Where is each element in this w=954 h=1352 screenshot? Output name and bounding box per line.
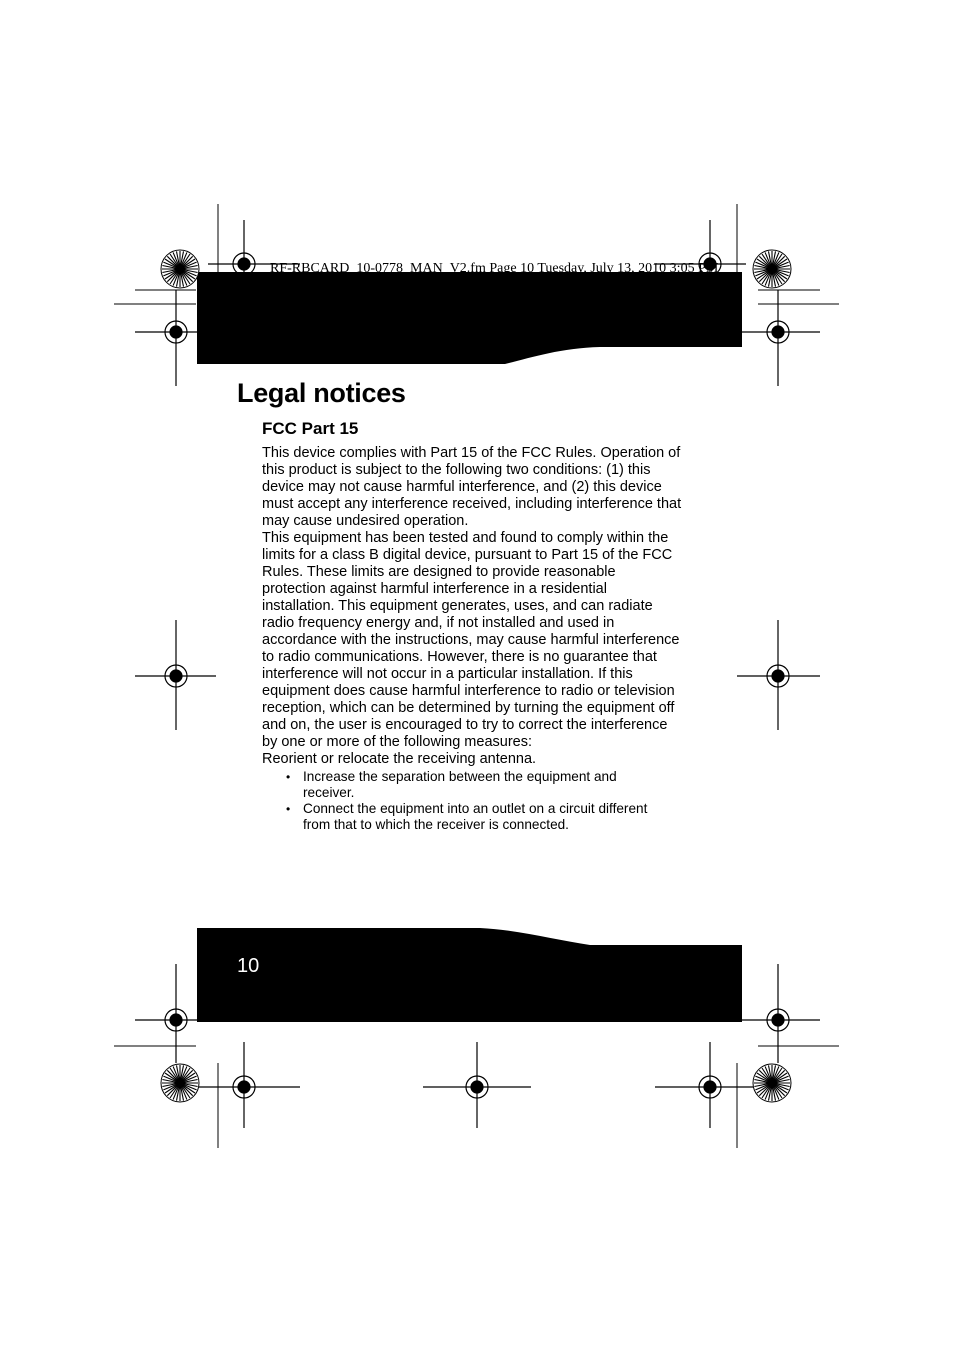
section-title: FCC Part 15 bbox=[262, 419, 359, 438]
list-item-text: Increase the separation between the equipment and receiver. bbox=[303, 769, 617, 800]
measures-list bbox=[262, 769, 682, 833]
paragraph-3: Reorient or relocate the receiving antenna. bbox=[262, 751, 537, 767]
page-title: Legal notices bbox=[237, 378, 406, 408]
print-slug-line: RF-RBCARD_10-0778_MAN_V2.fm Page 10 Tuesday, July 13, 2010 3:05 PM bbox=[270, 261, 719, 276]
list-item-text: Connect the equipment into an outlet on a circuit different from that to which the receiver is connected. bbox=[303, 801, 648, 832]
star-wheel-bottom-left bbox=[161, 1064, 199, 1102]
list-item bbox=[262, 769, 663, 801]
paragraph-2: This equipment has been tested and found to comply within the limits for a class B digital device, pursuant to Part 15 of the FCC Rules. These limits are designed to provide reasonable protection against harmful interference in a residential installation. This equipment generates, uses, and can radiate radio frequency energy and, if not installed and used in accordance with the instructions, may cause harmful interference to radio communications. However, there is no guarantee that interference will not occur in a particular installation. If this equipment does cause harmful interference to radio or television reception, which can be determined by turning the equipment off and on, the user is encouraged to try to correct the interference by one or more of the following measures: bbox=[262, 530, 680, 750]
paragraph-1: This device complies with Part 15 of the FCC Rules. Operation of this product is subject to the following two conditions: (1) this device may not cause harmful interference, and (2) this device must accept any interference received, including interference that may cause undesired operation. bbox=[262, 445, 682, 529]
list-item bbox=[262, 801, 663, 833]
star-wheel-top-right bbox=[753, 250, 791, 288]
bullet-icon: • bbox=[286, 802, 291, 816]
star-wheel-bottom-right bbox=[753, 1064, 791, 1102]
page-number: 10 bbox=[237, 955, 260, 977]
body-text bbox=[262, 445, 682, 833]
star-wheel-top-left bbox=[161, 250, 199, 288]
bullet-icon: • bbox=[286, 770, 291, 784]
